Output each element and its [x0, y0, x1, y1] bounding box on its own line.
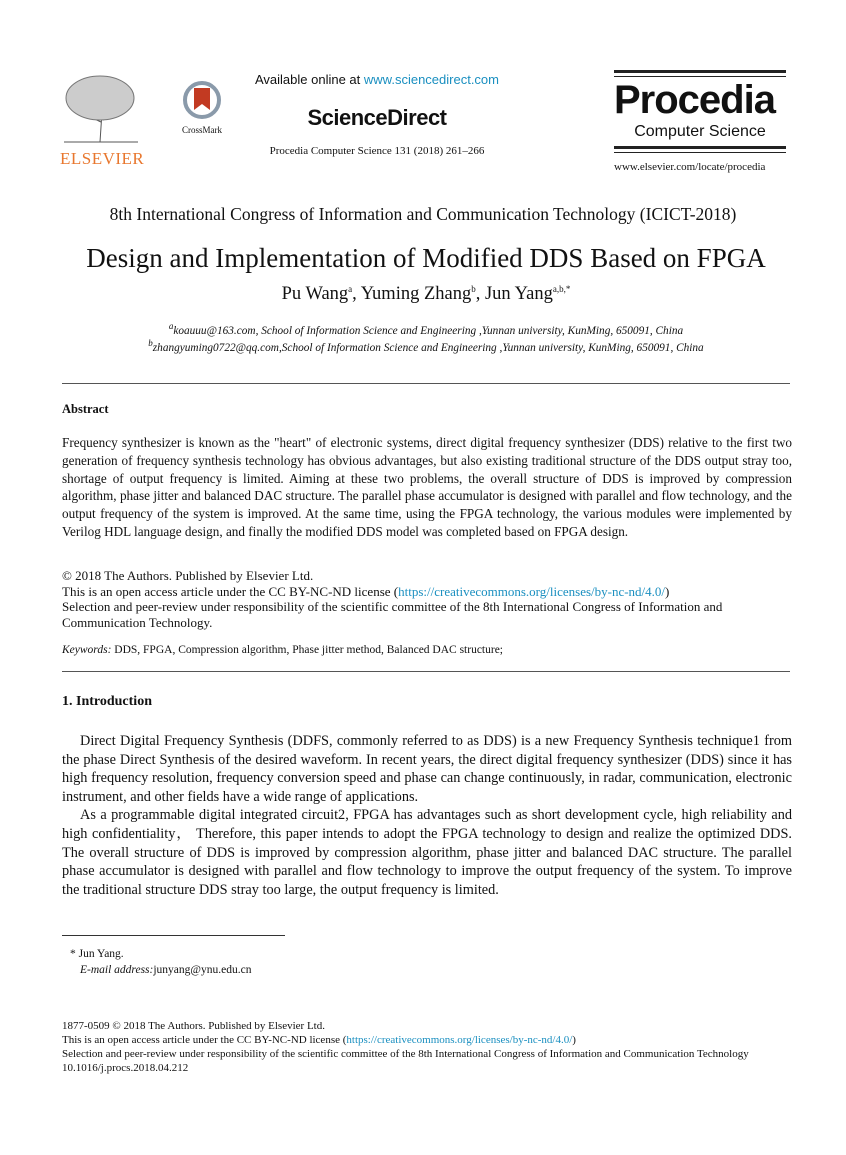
conference-name: 8th International Congress of Information and Communication Technology (ICICT-2018): [109, 204, 737, 224]
doi[interactable]: 10.1016/j.procs.2018.04.212: [62, 1062, 189, 1074]
intro-paragraph: As a programmable digital integrated circuit2, FPGA has advantages such as short development cycle, high reliability and high confidentiality， Therefore, this paper intends to adopt the FPGA technology to design and realize the optimized DDS. The overall structure of DDS is improved by compression algorithm, phase jitter and balanced DAC structure. The parallel phase accumulator is designed with parallel and flow technology to improve the output frequency of the system. To improve the traditional structure DDS stray too large, the output frequency is limited.: [62, 807, 792, 898]
issn: 1877-0509 © 2018 The Authors. Published by Elsevier Ltd.: [62, 1020, 325, 1032]
email-address: junyang@ynu.edu.cn: [153, 964, 252, 976]
affiliation-a: $^a$koauuu@163.com, School of Information Science and Engineering ,Yunnan university, KunMing, 650091, China: [168, 321, 684, 337]
affiliation-b: $^b$zhangyuming0722@qq.com,School of Information Science and Engineering ,Yunnan university, KunMing, 650091, China: [148, 338, 704, 354]
header-center: [232, 72, 522, 157]
intro-paragraph: Direct Digital Frequency Synthesis (DDFS, commonly referred to as DDS) is a new Frequency Synthesis technique1 from the phase Direct Synthesis of the desired waveform. In recent years, the direct digital frequency synthesizer (DDS) since it has high frequency resolution, frequency conversion speed and phase can change continuously, in radar, communication, electronic instrument, and other fields have a wide range of applications.: [62, 733, 792, 805]
elsevier-tree-icon: [60, 72, 142, 144]
crossmark-icon: [182, 80, 222, 122]
journal-reference: Procedia Computer Science 131 (2018) 261–266: [269, 145, 485, 157]
corresponding-author: * Jun Yang.: [70, 948, 124, 960]
available-online: [232, 72, 522, 87]
abstract-text: Frequency synthesizer is known as the "heart" of electronic systems, direct digital frequency synthesizer (DDS) relative to the first two generation of frequency synthesis technology has obvious advantages, but also existing traditional structure of the DDS output stray too, shortage of output frequency is limited. Aiming at these two problems, the overall structure of DDS is improved by compression algorithm, phase jitter and balanced DAC structure. The parallel phase accumulator is designed with parallel and flow technology, and the output frequency of the system is improved. At the same time, using the FPGA technology, the various modules were implemented by Verilog HDL language design, and finally the modified DDS model was completed based on FPGA design.: [62, 435, 792, 539]
procedia-subtitle: Computer Science: [634, 123, 766, 140]
license-line: This is an open access article under the CC BY-NC-ND license (https://creativecommons.org/licenses/by-nc-nd/4.0/): [62, 583, 670, 599]
keywords-text: DDS, FPGA, Compression algorithm, Phase jitter method, Balanced DAC structure;: [111, 644, 504, 656]
affiliations: [0, 323, 846, 357]
footnote: [70, 946, 251, 978]
keywords-label: Keywords:: [62, 644, 112, 656]
sciencedirect-logo: ScienceDirect: [307, 105, 447, 130]
author: Pu Wang$^a$,: [281, 283, 361, 304]
section-heading-introduction: 1. Introduction: [62, 694, 152, 709]
sciencedirect-link[interactable]: www.sciencedirect.com: [363, 72, 499, 87]
author-list: [0, 284, 846, 305]
keywords: [62, 644, 503, 656]
footer-license-link[interactable]: https://creativecommons.org/licenses/by-nc-nd/4.0/: [346, 1034, 573, 1046]
crossmark-label: CrossMark: [182, 125, 222, 135]
procedia-logo: [614, 70, 786, 173]
page-footer: [62, 1019, 792, 1075]
publisher-name: ELSEVIER: [60, 149, 145, 168]
copyright: © 2018 The Authors. Published by Elsevier Ltd.: [62, 568, 314, 583]
procedia-url[interactable]: www.elsevier.com/locate/procedia: [614, 161, 766, 173]
footer-license: This is an open access article under the CC BY-NC-ND license (https://creativecommons.org/licenses/by-nc-nd/4.0/): [62, 1034, 576, 1046]
introduction-body: [62, 732, 792, 899]
divider: [62, 383, 790, 384]
available-text: Available online at: [254, 72, 364, 87]
license-link[interactable]: https://creativecommons.org/licenses/by-nc-nd/4.0/: [398, 583, 666, 599]
abstract-license: [62, 568, 792, 630]
procedia-title: Procedia: [614, 78, 775, 122]
divider: [62, 671, 790, 672]
paper-title: Design and Implementation of Modified DDS Based on FPGA: [86, 243, 766, 273]
footnote-rule: [62, 935, 285, 936]
peer-review: Selection and peer-review under responsibility of the scientific committee of the 8th International Congress of Information and Communication Technology.: [62, 599, 723, 630]
crossmark-badge[interactable]: [172, 80, 232, 135]
author: Jun Yang$^{a,b,*}$: [484, 283, 571, 304]
elsevier-logo: [60, 72, 145, 168]
author: Yuming Zhang$^b$,: [360, 283, 485, 304]
footer-peer-review: Selection and peer-review under responsibility of the scientific committee of the 8th International Congress of Information and Communication Technology: [62, 1048, 749, 1060]
abstract-heading: Abstract: [62, 402, 109, 416]
email-label: E-mail address:: [80, 964, 154, 976]
